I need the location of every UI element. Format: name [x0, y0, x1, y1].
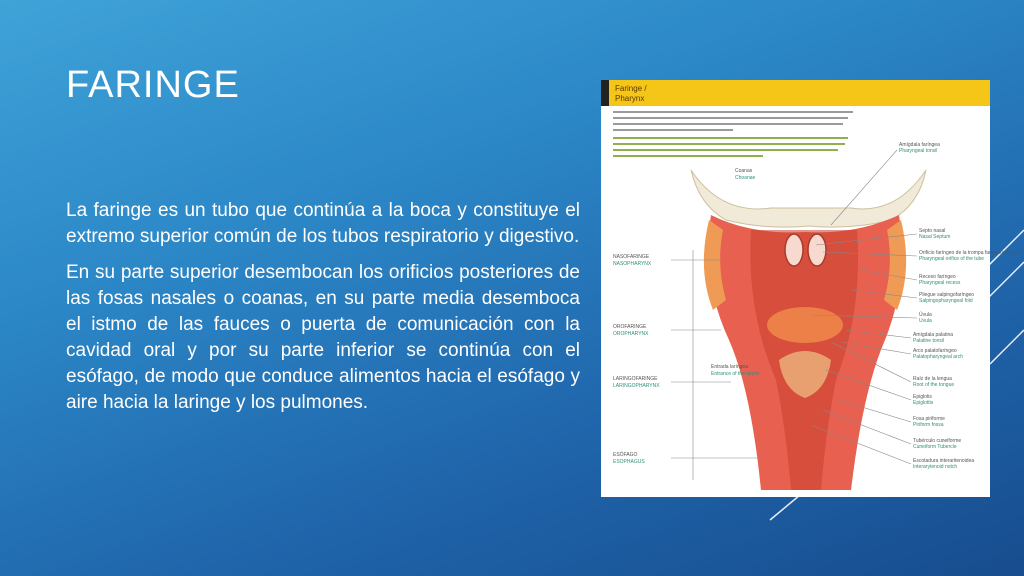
deco-line-4 [770, 495, 800, 520]
right-label-3-en: Pharyngeal orifice of the tube [919, 256, 985, 262]
root-of-tongue [767, 307, 843, 343]
right-label-13-es: Escotadura interaritenoidea [913, 458, 975, 464]
left-label-3-es: LARINGOFARINGE [613, 376, 658, 382]
right-label-6-es: Úvula [919, 312, 932, 318]
top-label-es: Coanas [735, 168, 753, 174]
paragraph-2: En su parte superior desembocan los orificios posteriores de las fosas nasales o coanas, en su parte media desemboca el istmo de las fauces o puerta de comunicación con la cavidad oral y por su parte inferior se continúa con el esófago, de modo que conduce alimentos hacia el esófago y aire hacia la laringe y los pulmones. [66, 262, 580, 413]
right-label-9-es: Raíz de la lengua [913, 376, 952, 382]
left-label-1-en: NASOPHARYNX [613, 261, 652, 267]
right-label-12-es: Tubérculo cuneiforme [913, 438, 962, 444]
left-label-1-es: NASOFARINGE [613, 254, 650, 260]
figure-header-band [601, 80, 990, 106]
left-label-4-en: ESOPHAGUS [613, 459, 645, 465]
right-label-2-en: Nasal Septum [919, 234, 951, 240]
deco-line-3 [990, 330, 1024, 364]
left-label-4-es: ESÓFAGO [613, 452, 638, 458]
right-label-6-en: Uvula [919, 318, 932, 324]
right-label-13-en: Interarytenoid notch [913, 464, 958, 470]
right-label-10-es: Epiglotis [913, 394, 932, 400]
right-label-5-es: Pliegue salpingofaríngeo [919, 292, 975, 298]
mid-label-en: Entrance of the larynx [711, 371, 760, 377]
right-label-1-en: Pharyngeal tonsil [899, 148, 938, 154]
figure-header-marker [601, 80, 609, 106]
right-label-7-en: Palatine tonsil [913, 338, 945, 344]
slide-title: FARINGE [66, 64, 240, 106]
right-label-11-en: Piriform fossa [913, 422, 944, 428]
slide-body [66, 198, 580, 426]
right-label-1-es: Amígdala faríngea [899, 142, 940, 148]
right-label-2-es: Septo nasal [919, 228, 946, 234]
mid-label-es: Entrada laríngea [711, 364, 748, 370]
left-label-2-en: OROPHARYNX [613, 331, 649, 337]
left-label-3-en: LARINGOPHARYNX [613, 383, 660, 389]
right-choana [808, 234, 826, 266]
right-label-10-en: Epiglottis [913, 400, 934, 406]
left-choana [785, 234, 803, 266]
figure-intro-text-lines [613, 111, 853, 157]
right-label-7-es: Amígdala palatina [913, 332, 954, 338]
left-label-2-es: OROFARINGE [613, 324, 647, 330]
right-label-3-es: Orificio faríngeo de la trompa faringotímpánica [919, 250, 1022, 256]
top-label-en: Choanae [735, 175, 756, 181]
right-label-4-en: Pharyngeal recess [919, 280, 961, 286]
right-label-12-en: Cuneiform Tubercle [913, 444, 957, 450]
skull-base [691, 170, 926, 227]
right-label-8-en: Palatopharyngeal arch [913, 354, 964, 360]
figure-header-title: Faringe / [615, 84, 647, 93]
right-label-4-es: Receso faríngeo [919, 274, 956, 280]
pharynx-illustration [601, 80, 1022, 497]
right-label-8-es: Arco palatofaríngeo [913, 348, 957, 354]
right-label-11-es: Fosa piriforme [913, 416, 945, 422]
right-label-5-en: Salpingopharyngeal fold [919, 298, 973, 304]
figure-header-subtitle: Pharynx [615, 94, 645, 103]
paragraph-1: La faringe es un tubo que continúa a la boca y constituye el extremo superior común de los tubos respiratorio y digestivo. [66, 200, 580, 247]
right-label-9-en: Root of the tongue [913, 382, 955, 388]
pharynx-anatomy-figure [601, 80, 1022, 497]
